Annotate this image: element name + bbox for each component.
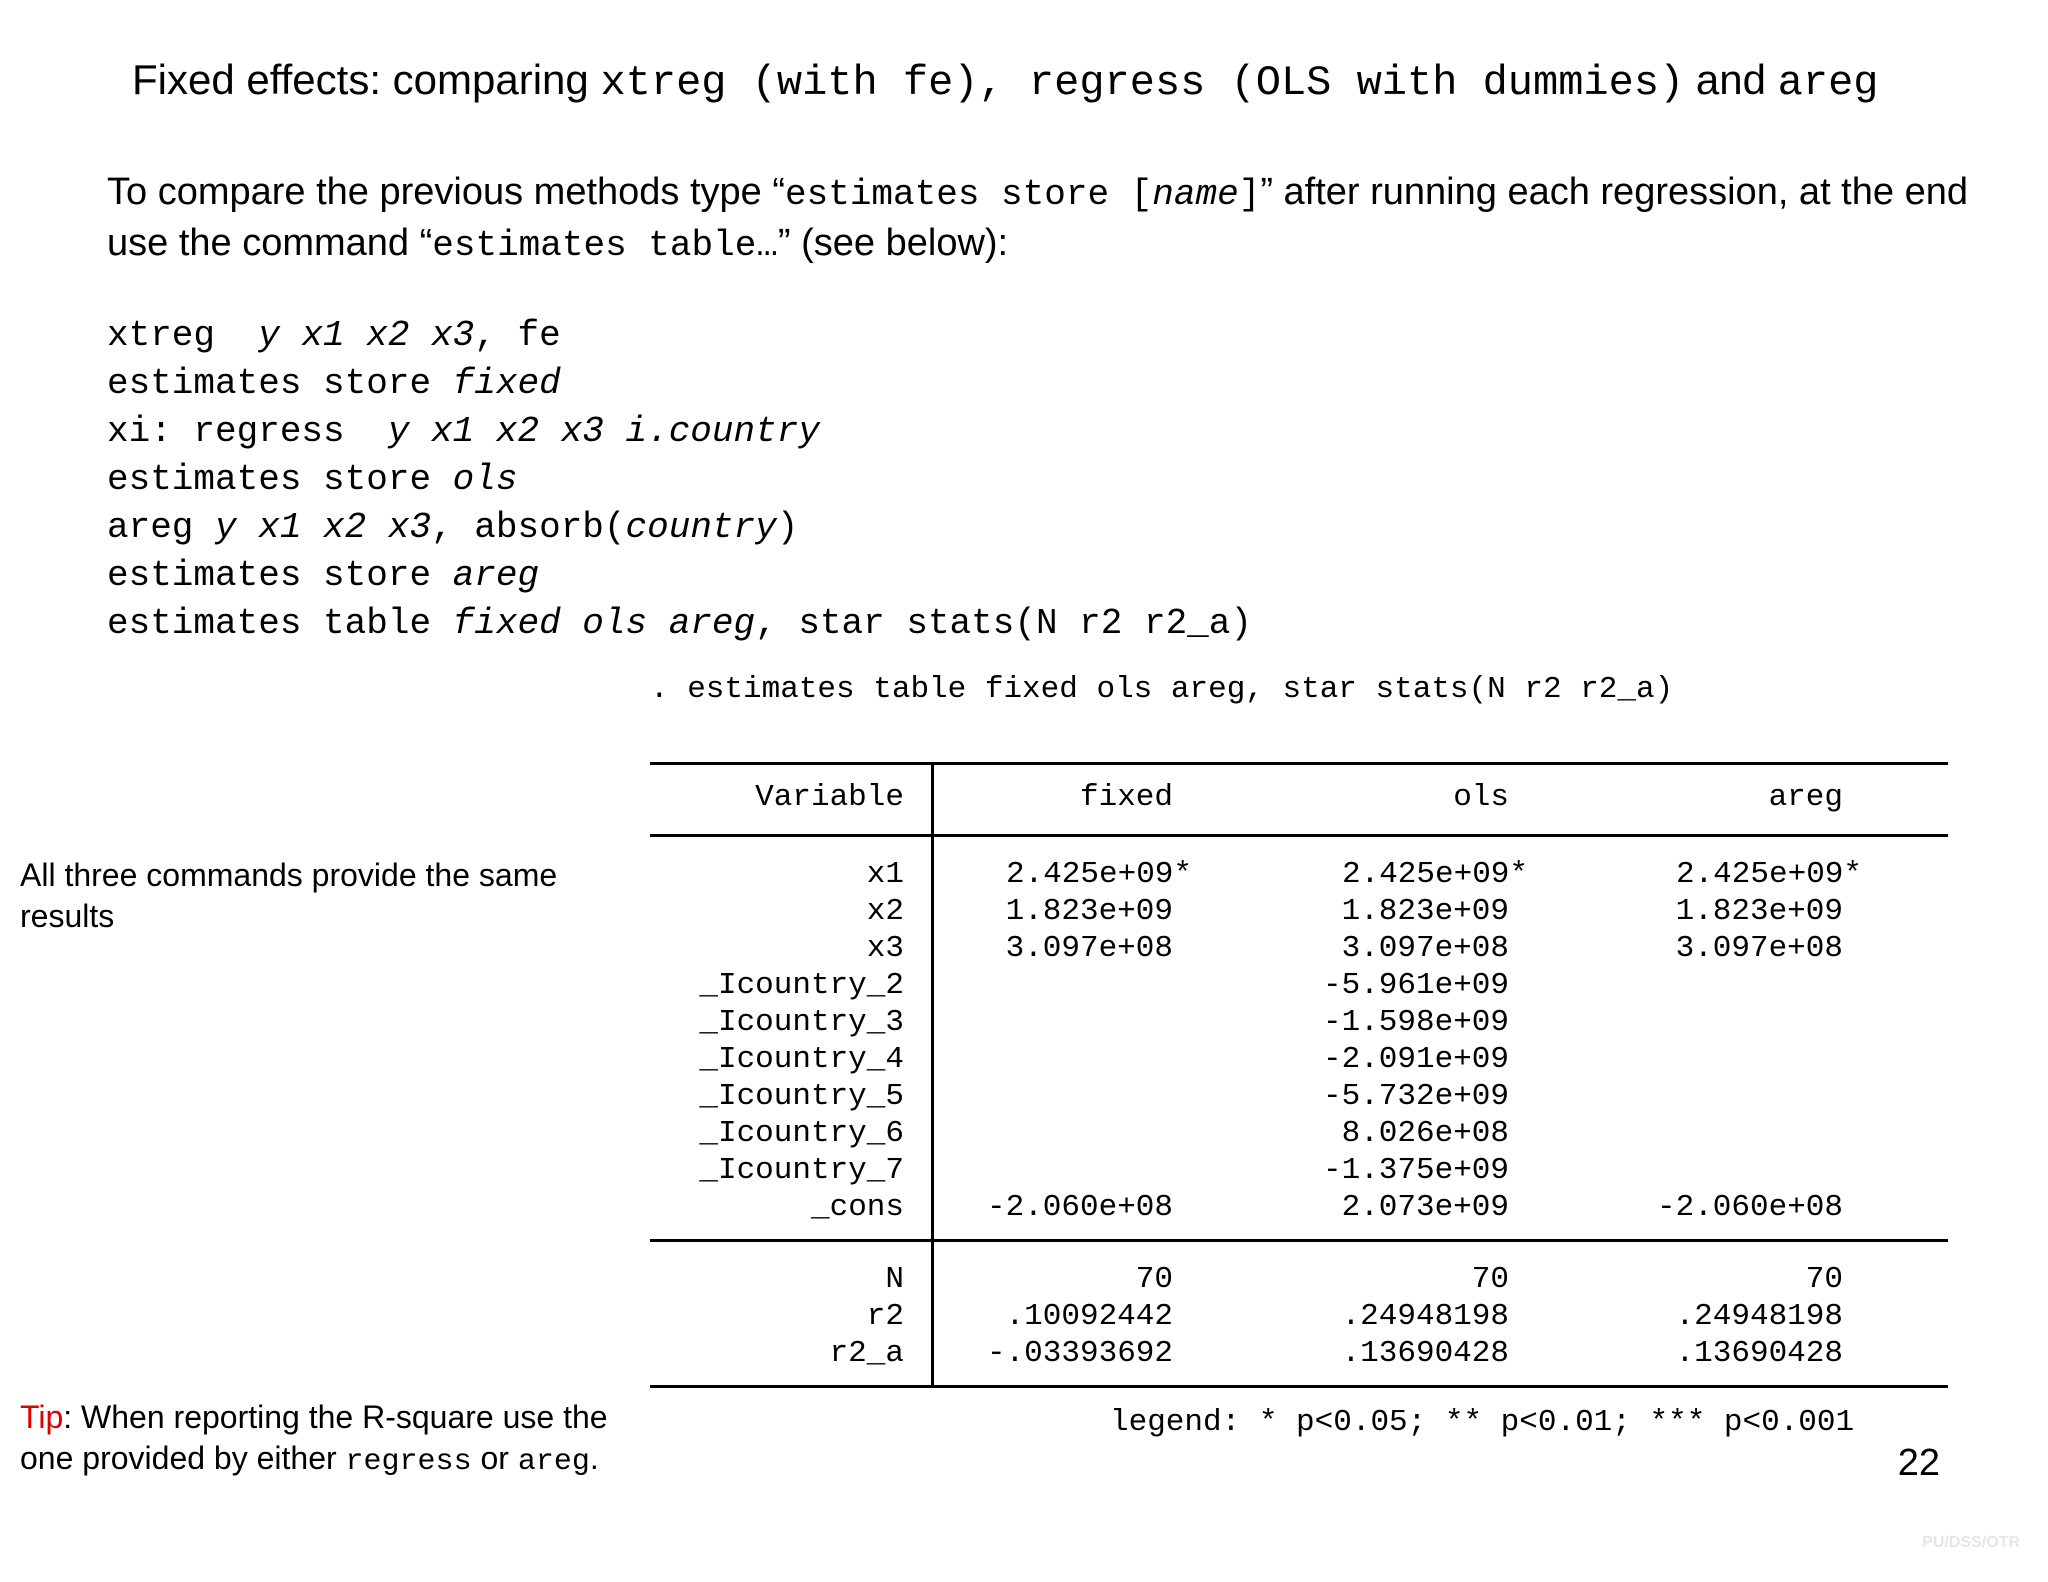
code-segment: ) [776, 507, 799, 548]
code-segment: fixed [452, 363, 561, 404]
table-cell: 8.026e+08 [1341, 1116, 1509, 1151]
title-code-1: xtreg (with fe), regress (OLS with dummies) [600, 59, 1685, 107]
code-segment: estimates store [107, 363, 453, 404]
title-code-2: areg [1777, 59, 1879, 107]
table-header-cell: areg [1768, 780, 1843, 815]
table-header-cell: ols [1453, 780, 1509, 815]
stats-cell: r2_a [829, 1336, 904, 1371]
table-cell: -5.961e+09 [1322, 968, 1509, 1003]
table-stats-rule [650, 1239, 1948, 1242]
table-cell: 1.823e+09 [1675, 894, 1843, 929]
stats-cell: r2 [866, 1299, 904, 1334]
footer-watermark: PU/DSS/OTR [1922, 1534, 2020, 1551]
code-segment: areg [452, 555, 540, 596]
table-legend: legend: * p<0.05; ** p<0.01; *** p<0.001 [1110, 1405, 1855, 1440]
code-segment: areg [107, 507, 216, 548]
intro-text-3: ” (see below): [777, 222, 1009, 264]
stats-cell: N [885, 1262, 904, 1297]
intro-code-1: estimates store [ [785, 174, 1153, 215]
table-cell: 3.097e+08 [1675, 931, 1843, 966]
intro-paragraph [107, 168, 1987, 270]
table-cell: -2.060e+08 [986, 1190, 1173, 1225]
table-column-divider [931, 762, 934, 1387]
intro-code-2: estimates table… [432, 225, 778, 266]
code-segment: y x1 x2 x3 [258, 315, 475, 356]
slide-title [132, 50, 2042, 113]
table-cell: 1.823e+09 [1005, 894, 1173, 929]
title-text-1: Fixed effects: comparing [132, 56, 601, 103]
code-line [107, 312, 1252, 360]
intro-code-1-italic: name [1152, 174, 1239, 215]
table-cell: 2.425e+09* [1005, 857, 1192, 892]
table-header-cell: Variable [755, 780, 904, 815]
code-block [107, 312, 1252, 648]
table-command: . estimates table fixed ols areg, star stats(N r2 r2_a) [650, 672, 1674, 707]
code-line [107, 456, 1252, 504]
table-header-rule [650, 834, 1948, 837]
code-segment: , absorb( [431, 507, 626, 548]
intro-text-1: To compare the previous methods type “ [107, 171, 786, 213]
table-cell: x1 [866, 857, 904, 892]
table-cell: -1.598e+09 [1322, 1005, 1509, 1040]
code-segment: xi: regress [107, 411, 388, 452]
table-cell: _Icountry_4 [699, 1042, 904, 1077]
table-top-rule [650, 762, 1948, 765]
code-segment: xtreg [107, 315, 259, 356]
tip-code-1: regress [345, 1445, 472, 1479]
code-line [107, 504, 1252, 552]
table-header-cell: fixed [1079, 780, 1173, 815]
tip-text-2: or [471, 1440, 518, 1476]
tip-label: Tip [20, 1399, 64, 1435]
table-cell: _Icountry_5 [699, 1079, 904, 1114]
stats-cell: .24948198 [1341, 1299, 1509, 1334]
code-segment: fixed ols areg [452, 603, 756, 644]
table-cell: x3 [866, 931, 904, 966]
code-segment: , star stats(N r2 r2_a) [755, 603, 1252, 644]
code-segment: country [625, 507, 777, 548]
tip-note [20, 1397, 620, 1483]
intro-text-2: ” after running each regression, at the end use the command “ [107, 171, 1968, 264]
table-cell: -2.091e+09 [1322, 1042, 1509, 1077]
tip-code-2: areg [517, 1445, 590, 1479]
table-cell: _cons [810, 1190, 904, 1225]
stats-cell: -.03393692 [986, 1336, 1173, 1371]
stats-cell: .13690428 [1341, 1336, 1509, 1371]
table-cell: -5.732e+09 [1322, 1079, 1509, 1114]
page-number: 22 [1897, 1442, 1940, 1484]
code-segment: ols [452, 459, 518, 500]
table-cell: 3.097e+08 [1005, 931, 1173, 966]
intro-code-1-end: ] [1238, 174, 1261, 215]
stats-cell: .10092442 [1005, 1299, 1173, 1334]
table-bottom-rule [650, 1385, 1948, 1388]
table-cell: 2.425e+09* [1341, 857, 1528, 892]
code-line [107, 360, 1252, 408]
table-cell: _Icountry_7 [699, 1153, 904, 1188]
tip-text-3: . [589, 1440, 599, 1476]
table-cell: _Icountry_3 [699, 1005, 904, 1040]
table-cell: _Icountry_6 [699, 1116, 904, 1151]
side-note: All three commands provide the same results [20, 857, 558, 934]
table-cell: 1.823e+09 [1341, 894, 1509, 929]
table-cell: -1.375e+09 [1322, 1153, 1509, 1188]
table-cell: _Icountry_2 [699, 968, 904, 1003]
title-text-2: and [1684, 56, 1778, 103]
code-segment: estimates store [107, 555, 453, 596]
stats-cell: .24948198 [1675, 1299, 1843, 1334]
code-segment: estimates store [107, 459, 453, 500]
code-segment: , fe [474, 315, 561, 356]
stats-cell: 70 [1471, 1262, 1509, 1297]
code-segment: y x1 x2 x3 [215, 507, 432, 548]
stats-cell: .13690428 [1675, 1336, 1843, 1371]
code-line [107, 600, 1252, 648]
tip-text-1: : When reporting the R-square use the one provided by either [20, 1399, 608, 1476]
code-line [107, 408, 1252, 456]
table-cell: 2.073e+09 [1341, 1190, 1509, 1225]
code-segment: y x1 x2 x3 i.country [387, 411, 820, 452]
stats-cell: 70 [1135, 1262, 1173, 1297]
code-line [107, 552, 1252, 600]
table-cell: x2 [866, 894, 904, 929]
table-cell: -2.060e+08 [1656, 1190, 1843, 1225]
table-cell: 2.425e+09* [1675, 857, 1862, 892]
stats-cell: 70 [1805, 1262, 1843, 1297]
code-segment: estimates table [107, 603, 453, 644]
table-cell: 3.097e+08 [1341, 931, 1509, 966]
